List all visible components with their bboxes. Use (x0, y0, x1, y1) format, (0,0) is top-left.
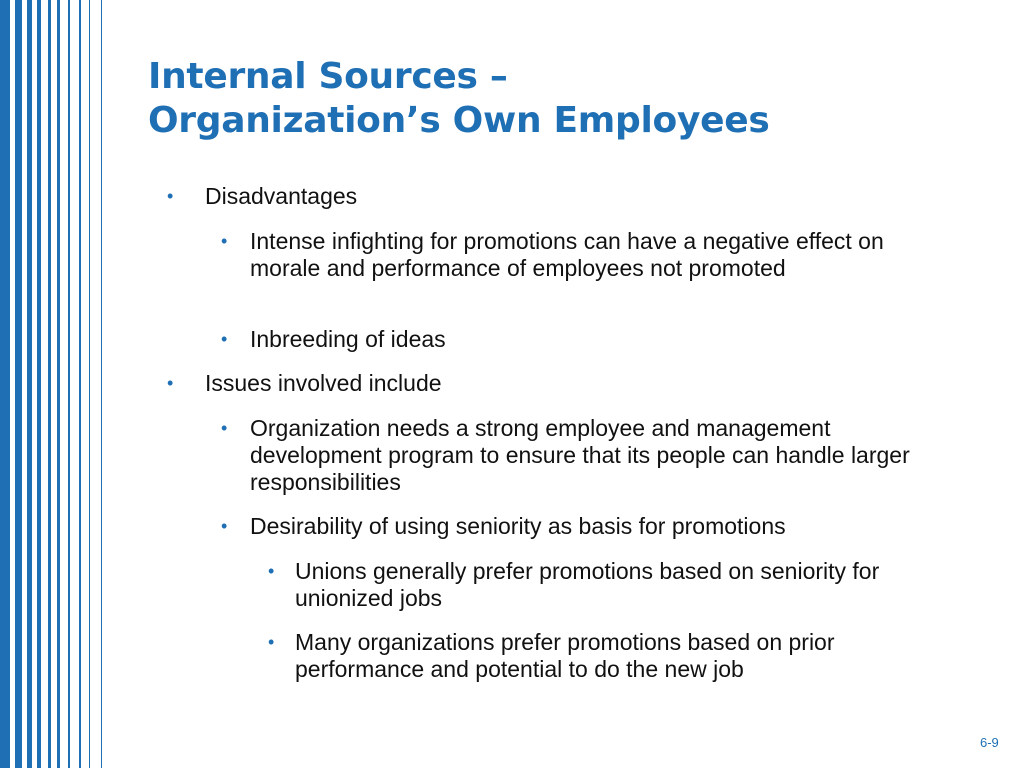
bullet-marker: • (268, 561, 275, 581)
bullet-text: Disadvantages (205, 183, 358, 209)
bullet-unions-prefer (268, 558, 935, 612)
bullet-marker: • (167, 186, 174, 206)
bullet-text: Organization needs a strong employee and management development program to ensure that its people can handle larger responsibilities (250, 415, 910, 495)
bullet-disadvantages (167, 183, 965, 210)
bullet-issues-involved (167, 370, 965, 397)
bullet-text: Intense infighting for promotions can have a negative effect on morale and performance of employees not promoted (250, 228, 884, 281)
bullet-text: Unions generally prefer promotions based on seniority for unionized jobs (295, 558, 880, 611)
bullet-text: Inbreeding of ideas (250, 326, 446, 352)
bullet-marker: • (221, 329, 228, 349)
title-line-2: Organization’s Own Employees (148, 100, 770, 141)
bullet-development-program (221, 415, 930, 496)
page-number: 6-9 (980, 735, 999, 750)
bullet-intense-infighting (221, 228, 930, 282)
bullet-seniority-desirability (221, 513, 930, 540)
bullet-text: Issues involved include (205, 370, 442, 396)
bullet-text: Many organizations prefer promotions based on prior performance and potential to do the new job (295, 629, 835, 682)
bullet-text: Desirability of using seniority as basis for promotions (250, 513, 786, 539)
bullet-marker: • (221, 516, 228, 536)
bullet-marker: • (268, 632, 275, 652)
title-line-1: Internal Sources – (148, 56, 508, 97)
bullet-marker: • (221, 231, 228, 251)
bullet-inbreeding-of-ideas (221, 326, 930, 353)
bullet-marker: • (167, 373, 174, 393)
bullet-organizations-prefer (268, 629, 935, 683)
bullet-marker: • (221, 418, 228, 438)
